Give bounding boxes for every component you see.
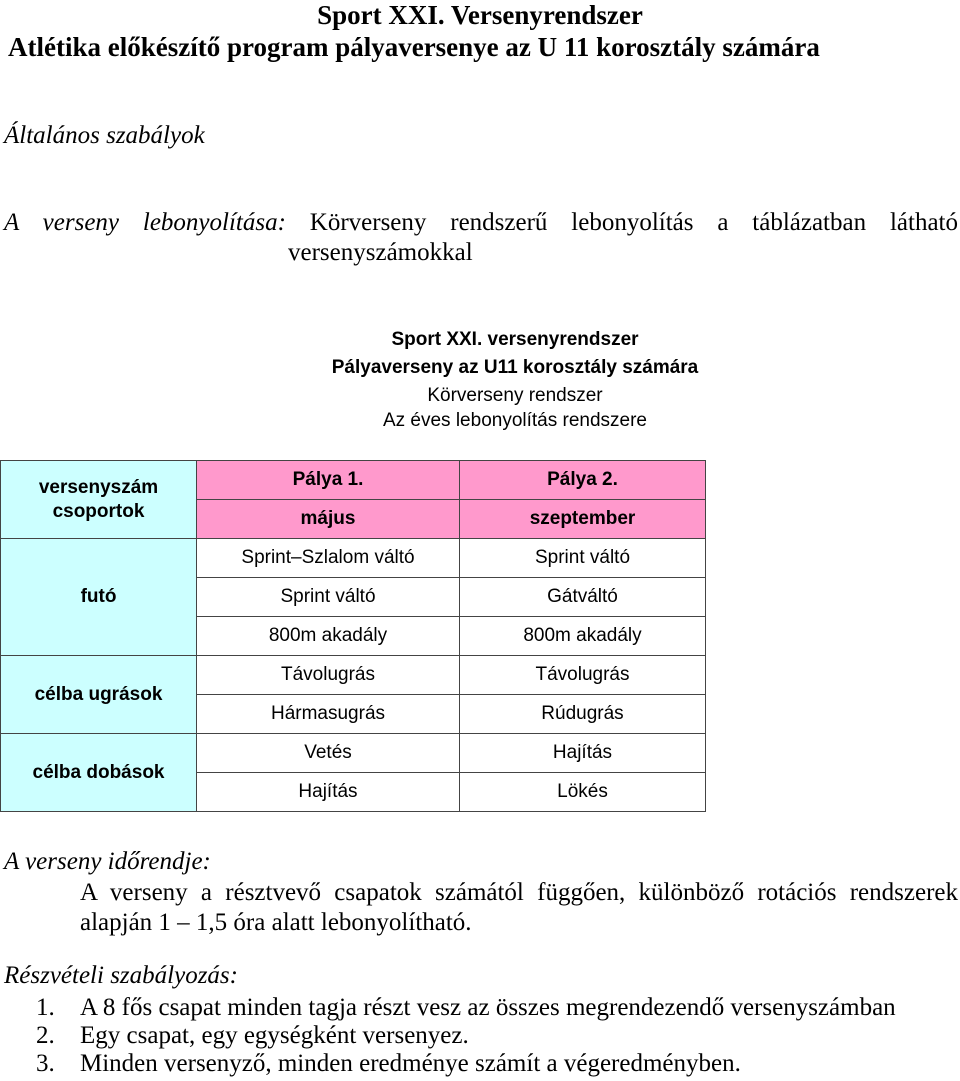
list-item-text: A 8 fős csapat minden tagja részt vesz az összes megrendezendő versenyszámban [80, 994, 896, 1021]
run-label: A verseny lebonyolítása: [4, 209, 286, 236]
table-caption-line4: Az éves lebonyolítás rendszere [382, 410, 648, 431]
field1-name: Pálya 1. [197, 461, 460, 500]
event-cell: Sprint váltó [197, 578, 460, 617]
list-item-number: 1. [36, 994, 55, 1021]
list-item-text: Minden versenyző, minden eredménye számít a végeredményben. [80, 1050, 741, 1077]
event-cell: Hajítás [197, 773, 460, 812]
list-item [0, 1022, 896, 1050]
group-label-throws: célba dobások [1, 734, 197, 812]
event-cell: Hármasugrás [197, 695, 460, 734]
field2-name: Pálya 2. [460, 461, 706, 500]
event-cell: 800m akadály [460, 617, 706, 656]
event-cell: 800m akadály [197, 617, 460, 656]
event-cell: Sprint váltó [460, 539, 706, 578]
event-cell: Távolugrás [460, 656, 706, 695]
event-cell: Távolugrás [197, 656, 460, 695]
event-cell: Hajítás [460, 734, 706, 773]
list-item-number: 3. [36, 1050, 55, 1077]
event-cell: Rúdugrás [460, 695, 706, 734]
timing-text: A verseny a résztvevő csapatok számától függően, különböző rotációs rendszerek [80, 879, 958, 906]
list-item [0, 994, 896, 1022]
table-caption-line2: Pályaverseny az U11 korosztály számára [331, 357, 699, 378]
table-row [1, 656, 706, 695]
timing-text-continued: alapján 1 – 1,5 óra alatt lebonyolítható. [80, 909, 472, 936]
table-caption-line1: Sport XXI. versenyrendszer [391, 329, 639, 350]
table-row [1, 539, 706, 578]
event-cell: Vetés [197, 734, 460, 773]
page-title: Sport XXI. Versenyrendszer [317, 0, 643, 30]
run-text: Körverseny rendszerű lebonyolítás a táblázatban látható [309, 209, 958, 236]
group-header-line2: csoportok [52, 501, 145, 522]
event-cell: Lökés [460, 773, 706, 812]
table-header-row [1, 461, 706, 500]
page-subtitle: Atlétika előkészítő program pályaversenye az U 11 korosztály számára [8, 32, 820, 62]
general-rules-heading: Általános szabályok [4, 122, 205, 149]
group-column-header [1, 461, 197, 539]
list-item [0, 1050, 896, 1078]
group-label-runners: futó [1, 539, 197, 656]
field2-month: szeptember [460, 500, 706, 539]
event-cell: Gátváltó [460, 578, 706, 617]
timing-heading: A verseny időrendje: [4, 848, 211, 875]
event-cell: Sprint–Szlalom váltó [197, 539, 460, 578]
list-item-text: Egy csapat, egy egységként versenyez. [80, 1022, 469, 1049]
schedule-table [0, 460, 706, 812]
participation-rules-list [0, 994, 896, 1078]
group-label-jumps: célba ugrások [1, 656, 197, 734]
group-header-line1: versenyszám [38, 477, 159, 498]
field1-month: május [197, 500, 460, 539]
participation-heading: Részvételi szabályozás: [4, 962, 238, 989]
list-item-number: 2. [36, 1022, 55, 1049]
run-description [4, 208, 958, 238]
table-caption-line3: Körverseny rendszer [427, 385, 603, 406]
table-row [1, 734, 706, 773]
run-text-continued: versenyszámokkal [288, 239, 473, 266]
